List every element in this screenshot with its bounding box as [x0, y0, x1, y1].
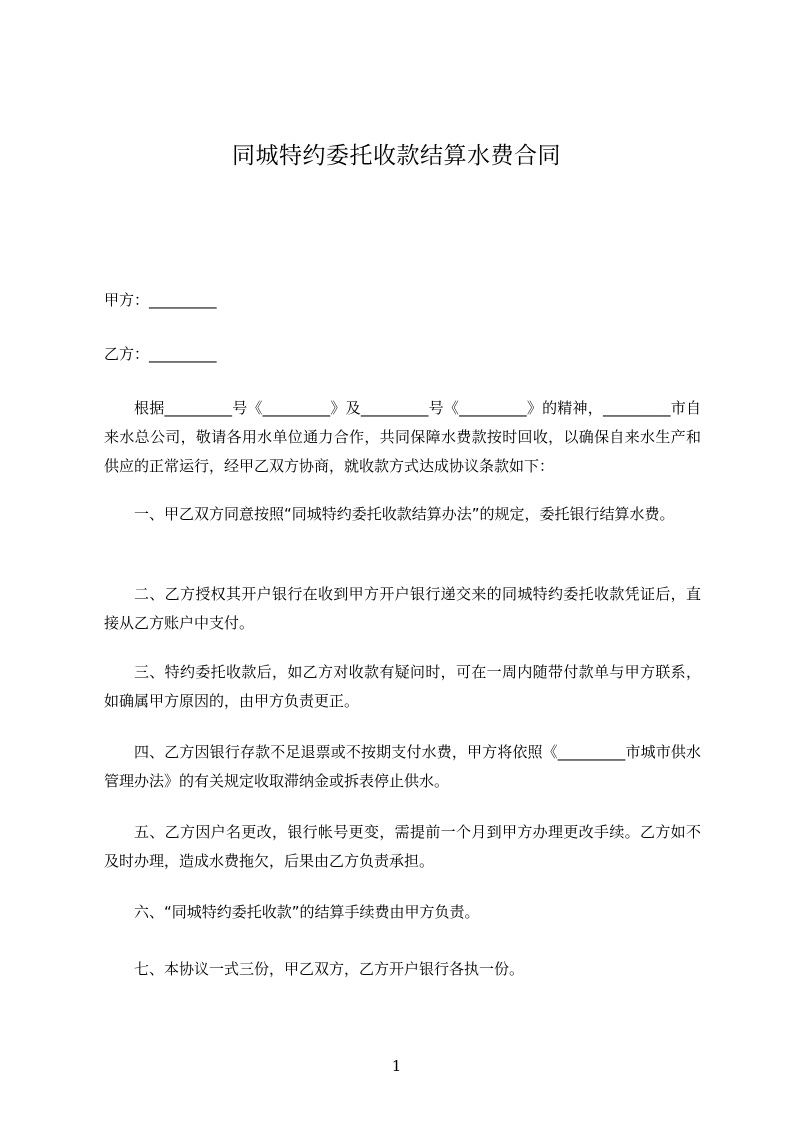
clause-2: 二、乙方授权其开户银行在收到甲方开户银行递交来的同城特约委托收款凭证后，直接从乙方账户中支付。 — [104, 585, 701, 632]
clause-5: 五、乙方因户名更改，银行帐号更变，需提前一个月到甲方办理更改手续。乙方如不及时办理，造成水费拖欠，后果由乙方负责承担。 — [104, 823, 701, 870]
page-number: 1 — [391, 1057, 402, 1075]
party-b-line: 乙方：_________ — [104, 345, 217, 363]
clause-4: 四、乙方因银行存款不足退票或不按期支付水费，甲方将依照《_________市城市供水管理办法》的有关规定收取滞纳金或拆表停止供水。 — [104, 743, 701, 790]
preamble-paragraph: 根据_________号《_________》及_________号《_________》的精神，_________市自来水总公司，敬请各用水单位通力合作，共同保障水费款按时回收，以确保自来水生产和供应的正常运行，经甲乙双方协商，就收款方式达成协议条款如下： — [104, 399, 701, 475]
clause-7: 七、本协议一式三份，甲乙双方，乙方开户银行各执一份。 — [134, 960, 525, 978]
clause-6: 六、“同城特约委托收款”的结算手续费由甲方负责。 — [134, 903, 480, 921]
document-title: 同城特约委托收款结算水费合同 — [232, 143, 561, 169]
party-a-line: 甲方：_________ — [104, 291, 217, 309]
clause-3: 三、特约委托收款后，如乙方对收款有疑问时，可在一周内随带付款单与甲方联系，如确属甲方原因的，由甲方负责更正。 — [104, 663, 701, 710]
clause-1: 一、甲乙双方同意按照“同城特约委托收款结算办法”的规定，委托银行结算水费。 — [134, 505, 675, 523]
